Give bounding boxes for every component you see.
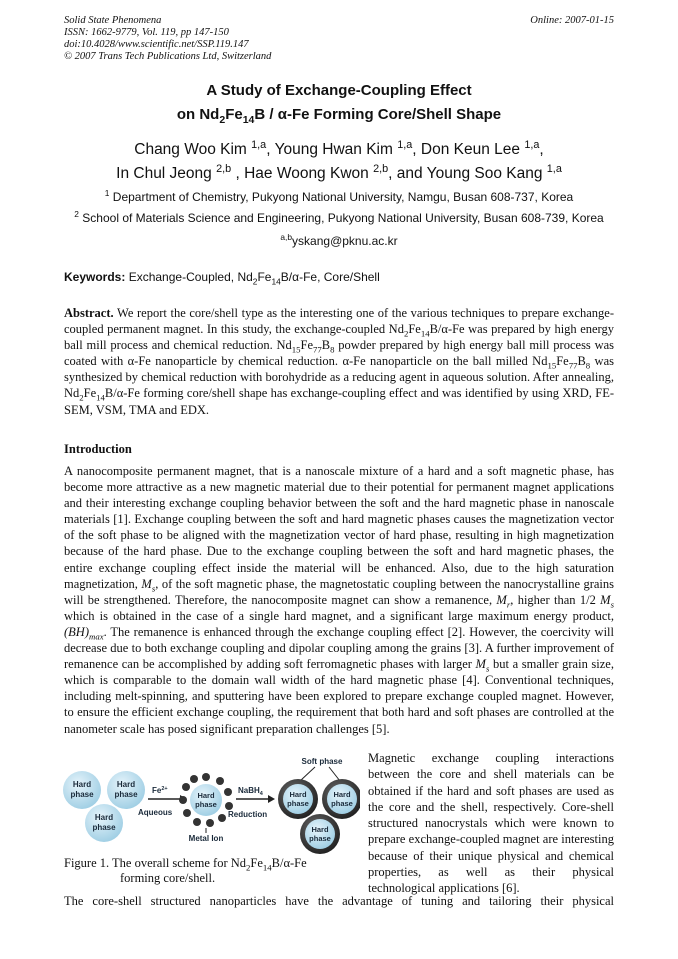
svg-text:Hard: Hard bbox=[311, 825, 329, 834]
core-shell-particle bbox=[322, 779, 360, 819]
svg-text:Hard: Hard bbox=[333, 790, 351, 799]
author: and Young Soo Kang bbox=[396, 165, 543, 182]
section-heading-introduction: Introduction bbox=[64, 442, 132, 456]
author: Chang Woo Kim bbox=[134, 141, 247, 158]
author: Don Keun Lee bbox=[420, 141, 521, 158]
journal-name: Solid State Phenomena bbox=[64, 15, 162, 26]
paper-title-line2: on $Nd_2Fe_{14}B / \alpha-Fe$ Forming Core/Shell Shape bbox=[176, 106, 502, 126]
author: In Chul Jeong bbox=[116, 165, 212, 182]
issn: ISSN: 1662-9779, Vol. 119, pp 147-150 bbox=[64, 27, 229, 38]
svg-text:Hard: Hard bbox=[94, 813, 114, 822]
authors-line1: Chang Woo Kim $^{1,a}$, Young Hwan Kim $^{1,a}$, Don Keun Lee $^{1,a}$, bbox=[134, 138, 544, 158]
svg-text:Hard: Hard bbox=[197, 791, 215, 800]
hard-phase-with-metal-ions bbox=[179, 773, 233, 843]
svg-text:phase: phase bbox=[195, 800, 217, 809]
author: Young Hwan Kim bbox=[274, 141, 393, 158]
affiliation-2: $^2$ School of Materials Science and Engineering, Pukyong National University, Busan 608-739, Korea bbox=[74, 209, 604, 225]
author: Hae Woong Kwon bbox=[244, 165, 369, 182]
svg-text:phase: phase bbox=[331, 799, 353, 808]
arrow-nabh4 bbox=[228, 786, 275, 819]
figure-1-caption: Figure 1. The overall scheme for $Nd_2Fe_{14}B/\alpha-Fe$ forming core/shell. bbox=[64, 856, 307, 885]
svg-text:Aqueous: Aqueous bbox=[138, 808, 173, 817]
core-shell-particle bbox=[278, 779, 318, 819]
svg-text:phase: phase bbox=[92, 823, 116, 832]
svg-text:phase: phase bbox=[309, 834, 331, 843]
svg-text:NaBH4: NaBH$_4$ bbox=[238, 786, 263, 797]
svg-text:Reduction: Reduction bbox=[228, 810, 268, 819]
email: $^{a,b}$yskang@pknu.ac.kr bbox=[280, 232, 398, 248]
doi: doi:10.4028/www.scientific.net/SSP.119.147 bbox=[64, 39, 249, 50]
svg-text:phase: phase bbox=[114, 790, 138, 799]
journal-header bbox=[64, 15, 271, 63]
keywords: Keywords: Exchange-Coupled, $Nd_2Fe_{14}B/\alpha-Fe$, Core/Shell bbox=[64, 270, 380, 287]
soft-phase-pointer bbox=[300, 767, 315, 781]
soft-phase-label: Soft phase bbox=[301, 757, 343, 766]
hard-phase-particle bbox=[63, 771, 101, 809]
svg-text:Metal Ion: Metal Ion bbox=[188, 834, 224, 843]
abstract: Abstract. We report the core/shell type as the interesting one of the various techniques to prepare exchange-coupled permanent magnet. In this study, the exchange-coupled $Nd_2Fe_{14}B/\alpha-Fe$ was prepared by high energy ball mill process and chemical reduction. $Nd_{15}Fe_{77}B_8$ powder prepared by high energy ball mill process was coated with α-Fe nanoparticle by chemical reduction. α-Fe nanoparticle on the ball milled $Nd_{15}Fe_{77}B_8$ was synthesized by chemical reduction with borohydride as a reducing agent in aqueous solution. After annealing, $Nd_2Fe_{14}B/\alpha-Fe$ forming core/shell shape has exchange-coupling effect and was identified by using XRD, FE-SEM, VSM, TMA and EDX. bbox=[64, 306, 615, 417]
svg-text:Hard: Hard bbox=[289, 790, 307, 799]
introduction-paragraph-1: A nanocomposite permanent magnet, that is a nanoscale mixture of a hard and a soft magnetic phase, has become more attractive as a new magnetic material due to their potential for permanent magnet applications and their interesting exchange coupling behavior between the soft and the hard magnetic phase in nanoscale materials [1]. Exchange coupling between the soft and hard magnetic phases causes the magnetization vector of the soft phase to be aligned with the magnetization vector of hard phase, resulting in high magnetization because of the hard phase. Due to the exchange coupling between the soft and hard magnetic phases, the entire exchange coupling effect inside the material will be enhanced. Also, due to the high saturation magnetization, $M_s$, of the soft magnetic phase, the magnetostatic coupling between the nanocrystalline grains will be strengthened. Therefore, the nanocomposite magnet can show a remanence, $M_r$, higher than 1/2 $M_s$ which is obtained in the case of a single hard magnet, and a significant large maximum energy product, $(BH)_{max}$. The remanence is enhanced through the exchange coupling effect [2]. However, the coercivity will decrease due to both exchange coupling and dipolar coupling among the grains [3]. A further improvement of remanence can be accomplished by adding soft ferromagnetic phases with larger $M_s$ but a smaller grain size, which is comparable to the domain wall width of the hard magnetic phase [4]. Conventional techniques, including melt-spinning, and sputtering have been explored to prepare exchange coupled magnet. However, to ensure the efficient exchange coupling, the requirement that both hard and soft phases are controlled at the nanometer scale has posed significant preparation challenges [5]. bbox=[64, 464, 615, 736]
soft-phase-pointer bbox=[329, 767, 340, 781]
svg-text:Hard: Hard bbox=[72, 780, 92, 789]
svg-text:Fe2+: $Fe^{2+}$ bbox=[152, 786, 168, 795]
introduction-paragraph-2: Magnetic exchange coupling interactions between the core and shell materials can be obtained if the hard and soft phases are used as the core and the shell, respectively. Core-shell structured nanocrystals which were known to prepare exchange-coupled magnet are interesting because of their unique physical and chemical properties, as well as their physical technological applications [6]. bbox=[368, 751, 614, 896]
hard-phase-particle bbox=[85, 804, 123, 842]
introduction-paragraph-3: The core-shell structured nanoparticles have the advantage of tuning and tailoring their physical bbox=[64, 894, 614, 908]
svg-text:phase: phase bbox=[70, 790, 94, 799]
affiliation-1: $^1$ Department of Chemistry, Pukyong National University, Namgu, Busan 608-737, Korea bbox=[104, 188, 574, 204]
core-shell-particle bbox=[300, 814, 340, 854]
svg-text:Hard: Hard bbox=[116, 780, 136, 789]
hard-phase-particle bbox=[107, 771, 145, 809]
copyright: © 2007 Trans Tech Publications Ltd, Switzerland bbox=[64, 51, 272, 62]
online-date: Online: 2007-01-15 bbox=[530, 15, 614, 26]
authors-line2: In Chul Jeong $^{2,b}$ , Hae Woong Kwon $^{2,b}$, and Young Soo Kang $^{1,a}$ bbox=[116, 162, 562, 182]
paper-title-line1: A Study of Exchange-Coupling Effect bbox=[206, 82, 472, 99]
svg-text:phase: phase bbox=[287, 799, 309, 808]
